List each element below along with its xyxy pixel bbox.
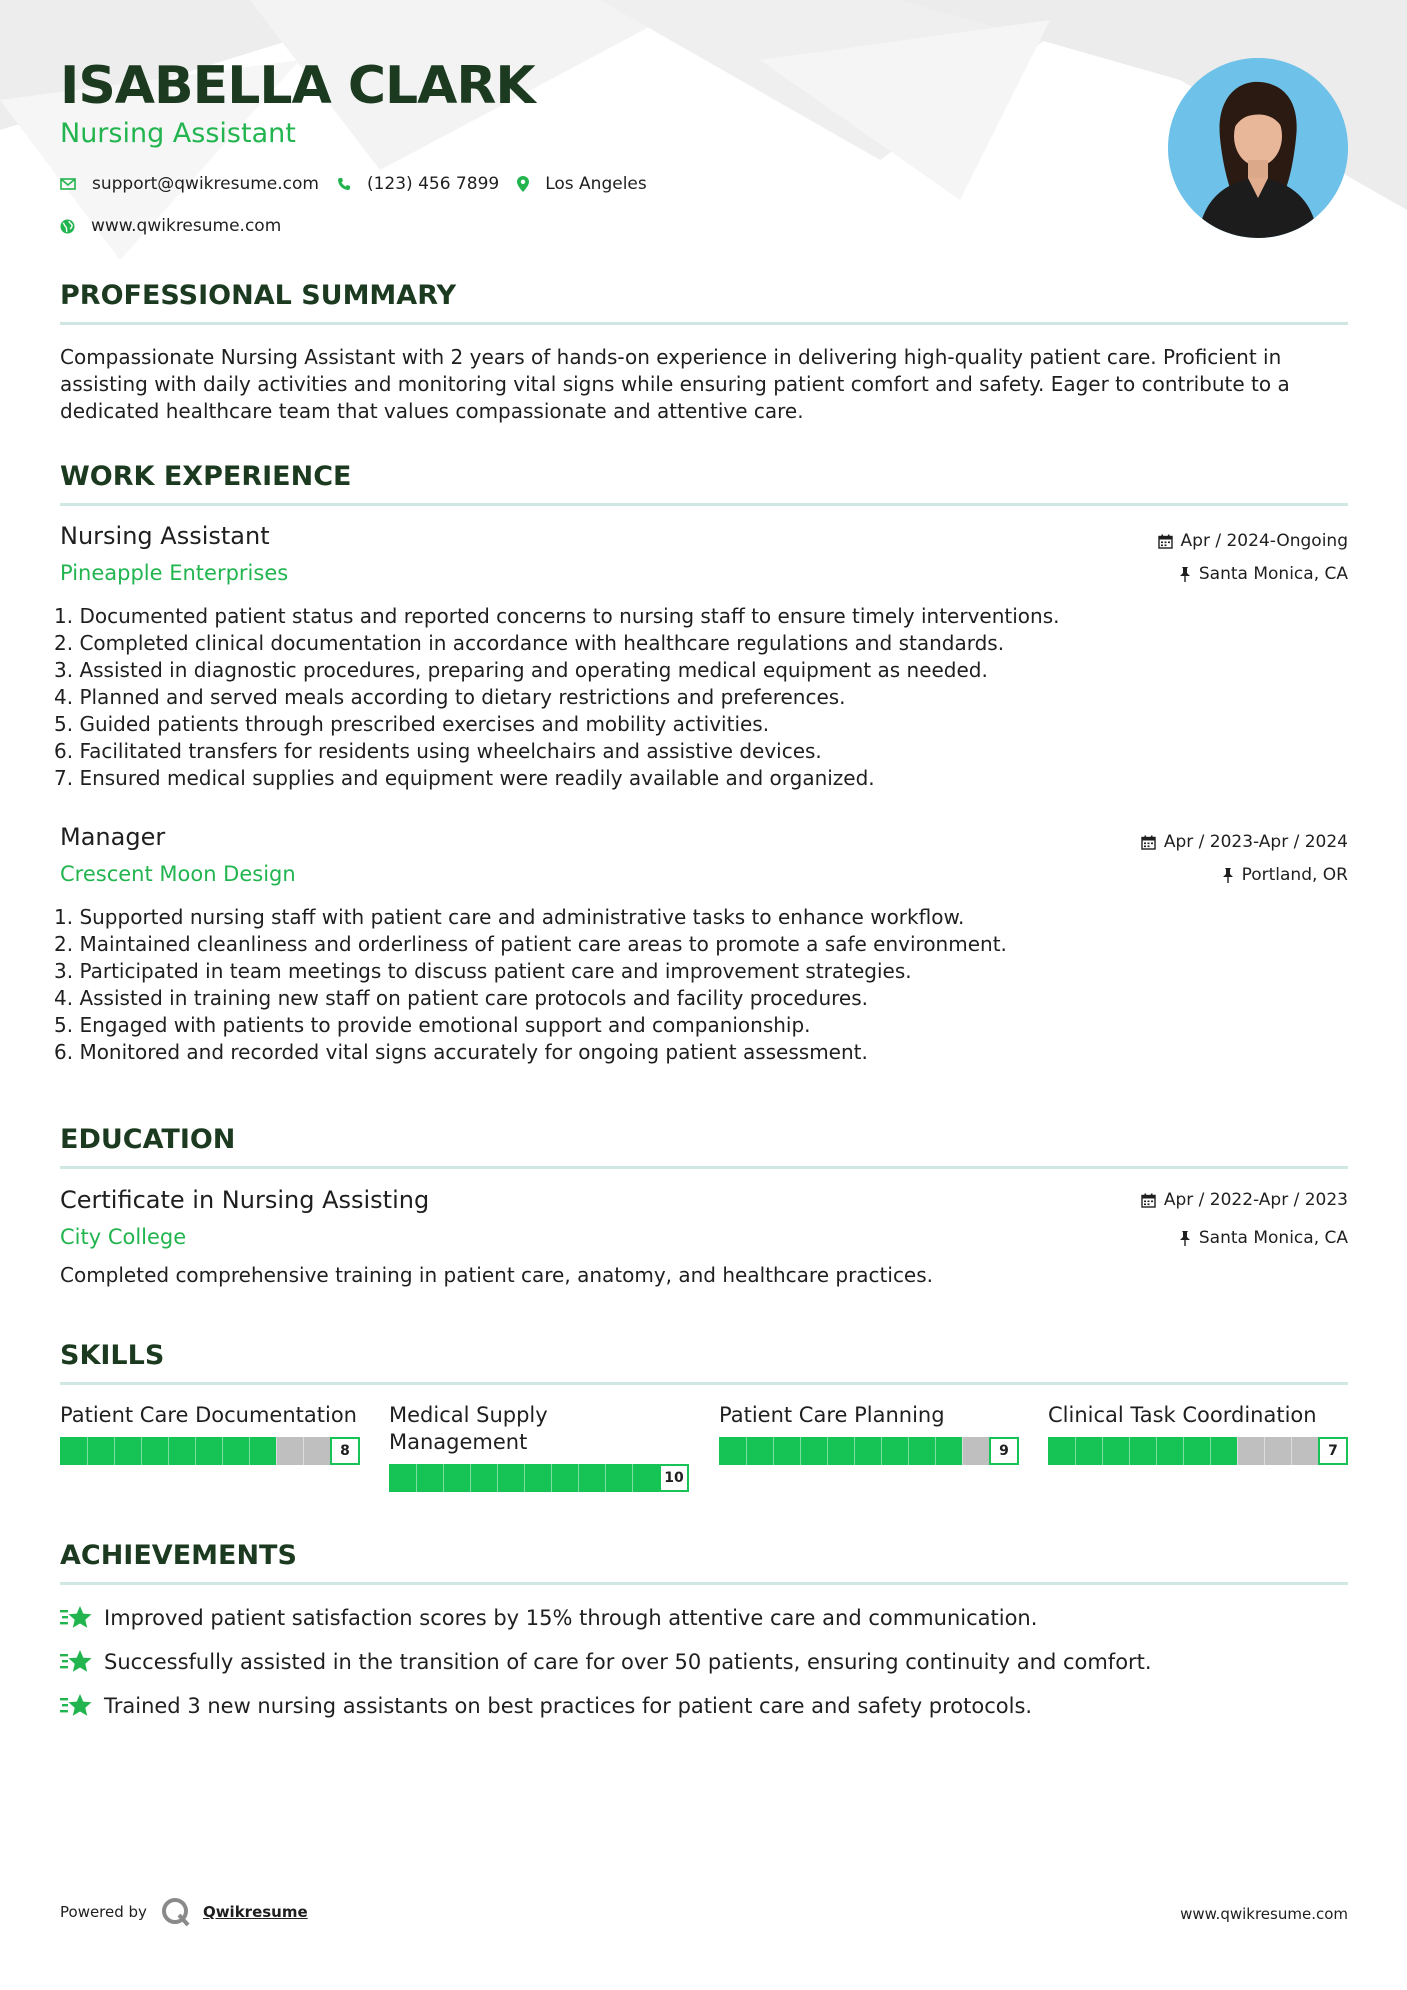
- skill-item: [1048, 1402, 1348, 1465]
- skill-bar-segment: [632, 1464, 633, 1492]
- profile-photo: [1168, 58, 1348, 238]
- envelope-icon: [60, 178, 76, 190]
- section-divider: [60, 322, 1348, 325]
- list-item: [60, 1600, 1348, 1636]
- job-location-text: Portland, OR: [1241, 865, 1348, 885]
- achievements-heading: ACHIEVEMENTS: [60, 1540, 297, 1571]
- job-dates-text: Apr / 2024-Ongoing: [1180, 531, 1348, 551]
- skill-bar-segment: [854, 1437, 855, 1465]
- skill-bar-segment: [497, 1464, 498, 1492]
- section-divider: [60, 503, 1348, 506]
- skill-item: [719, 1402, 1019, 1465]
- list-item: 3. Participated in team meetings to discuss patient care and improvement strategies.: [54, 959, 912, 983]
- education-dates: [1141, 1190, 1348, 1210]
- candidate-name: ISABELLA CLARK: [60, 56, 535, 116]
- education-location: [1179, 1228, 1348, 1248]
- job-dates: [1141, 832, 1348, 852]
- star-icon: [60, 1649, 92, 1675]
- list-item: 4. Planned and served meals according to dietary restrictions and preferences.: [54, 685, 846, 709]
- experience-heading: WORK EXPERIENCE: [60, 461, 352, 492]
- skill-bar-segment: [249, 1437, 250, 1465]
- skill-bar-segment: [303, 1437, 304, 1465]
- map-pin-icon: [517, 176, 529, 192]
- list-item: 1. Documented patient status and reported concerns to nursing staff to ensure timely interventions.: [54, 604, 1060, 628]
- skill-bar-segment: [746, 1437, 747, 1465]
- skill-bar-segment: [1264, 1437, 1265, 1465]
- qwikresume-logo-icon: [161, 1897, 191, 1927]
- calendar-icon: [1158, 534, 1173, 549]
- skill-bar-segment: [1102, 1437, 1103, 1465]
- skill-bar-segment: [881, 1437, 882, 1465]
- skill-bar-segment: [578, 1464, 579, 1492]
- education-dates-text: Apr / 2022-Apr / 2023: [1163, 1190, 1348, 1210]
- footer-powered-by: [60, 1897, 308, 1927]
- skill-bar-segment: [195, 1437, 196, 1465]
- job-bullets: [54, 904, 1344, 1066]
- job-location-text: Santa Monica, CA: [1198, 564, 1348, 584]
- email-text: support@qwikresume.com: [92, 174, 319, 194]
- summary-text: Compassionate Nursing Assistant with 2 years of hands-on experience in delivering high-quality patient care. Proficient in assisting with daily activities and monitoring vital signs while ensuring patient comfort and safety. Eager to contribute to a dedicated healthcare team that values compassionate and attentive care.: [60, 345, 1290, 423]
- skill-level: 8: [330, 1437, 360, 1465]
- skill-bar-segment: [605, 1464, 606, 1492]
- list-item: 3. Assisted in diagnostic procedures, preparing and operating medical equipment as needed.: [54, 658, 988, 682]
- skill-bar-segment: [114, 1437, 115, 1465]
- skill-bar-segment: [1237, 1437, 1238, 1465]
- skill-bar-segment: [524, 1464, 525, 1492]
- list-item: [60, 1644, 1348, 1680]
- contact-location: [517, 174, 647, 194]
- list-item: 5. Engaged with patients to provide emotional support and companionship.: [54, 1013, 811, 1037]
- list-item: 2. Maintained cleanliness and orderliness of patient care areas to promote a safe environment.: [54, 932, 1007, 956]
- pushpin-icon: [1179, 1231, 1191, 1246]
- summary-heading: PROFESSIONAL SUMMARY: [60, 280, 457, 311]
- skill-item: [60, 1402, 360, 1465]
- job-location: [1222, 865, 1348, 885]
- skill-bar-segment: [87, 1437, 88, 1465]
- skill-bar-segment: [141, 1437, 142, 1465]
- skill-bar-segment: [168, 1437, 169, 1465]
- skill-bar-segment: [773, 1437, 774, 1465]
- list-item: 5. Guided patients through prescribed exercises and mobility activities.: [54, 712, 770, 736]
- list-item: 6. Monitored and recorded vital signs accurately for ongoing patient assessment.: [54, 1040, 868, 1064]
- job-dates: [1158, 531, 1348, 551]
- calendar-icon: [1141, 1193, 1156, 1208]
- education-location-text: Santa Monica, CA: [1198, 1228, 1348, 1248]
- skill-level: 10: [659, 1464, 689, 1492]
- powered-by-label: Powered by: [60, 1903, 147, 1921]
- job-title: Nursing Assistant: [60, 522, 270, 550]
- candidate-role: Nursing Assistant: [60, 118, 296, 149]
- skill-item: [389, 1402, 689, 1492]
- pushpin-icon: [1179, 567, 1191, 582]
- skill-level: 9: [989, 1437, 1019, 1465]
- skill-bar-segment: [827, 1437, 828, 1465]
- education-description: Completed comprehensive training in patient care, anatomy, and healthcare practices.: [60, 1263, 934, 1287]
- skill-bar: [1048, 1437, 1348, 1465]
- contact-email[interactable]: [60, 174, 319, 194]
- skills-heading: SKILLS: [60, 1340, 165, 1371]
- skill-bar-segment: [908, 1437, 909, 1465]
- job-title: Manager: [60, 823, 166, 851]
- skill-bar-segment: [222, 1437, 223, 1465]
- section-divider: [60, 1166, 1348, 1169]
- skill-bar-segment: [1129, 1437, 1130, 1465]
- globe-icon: [60, 219, 75, 234]
- website-text: www.qwikresume.com: [91, 216, 282, 236]
- list-item: 6. Facilitated transfers for residents using wheelchairs and assistive devices.: [54, 739, 822, 763]
- list-item: 2. Completed clinical documentation in accordance with healthcare regulations and standards.: [54, 631, 1005, 655]
- achievement-text: Improved patient satisfaction scores by 15% through attentive care and communication.: [104, 1606, 1038, 1630]
- skill-bar-segment: [443, 1464, 444, 1492]
- skill-bar-segment: [1183, 1437, 1184, 1465]
- skill-bar: [60, 1437, 360, 1465]
- skill-bar-fill: [1048, 1437, 1237, 1465]
- skill-bar-segment: [1210, 1437, 1211, 1465]
- skill-bar-segment: [1075, 1437, 1076, 1465]
- skill-name: Patient Care Documentation: [60, 1403, 357, 1427]
- skill-bar: [389, 1464, 689, 1492]
- skill-bar-segment: [935, 1437, 936, 1465]
- job-location: [1179, 564, 1348, 584]
- star-icon: [60, 1693, 92, 1719]
- skill-name: Clinical Task Coordination: [1048, 1403, 1317, 1427]
- calendar-icon: [1141, 835, 1156, 850]
- contact-info: [60, 172, 665, 238]
- skill-bar-segment: [1291, 1437, 1292, 1465]
- location-text: Los Angeles: [545, 174, 647, 194]
- job-dates-text: Apr / 2023-Apr / 2024: [1163, 832, 1348, 852]
- degree-title: Certificate in Nursing Assisting: [60, 1186, 430, 1214]
- avatar-portrait: [1168, 58, 1348, 238]
- skill-name: Patient Care Planning: [719, 1403, 945, 1427]
- skill-bar-segment: [470, 1464, 471, 1492]
- section-divider: [60, 1582, 1348, 1585]
- contact-website[interactable]: [60, 216, 281, 236]
- skill-bar-segment: [800, 1437, 801, 1465]
- skill-bar-segment: [1156, 1437, 1157, 1465]
- contact-phone[interactable]: [337, 174, 499, 194]
- school-name: City College: [60, 1225, 187, 1249]
- pushpin-icon: [1222, 868, 1234, 883]
- company-name: Pineapple Enterprises: [60, 561, 289, 585]
- skill-level: 7: [1318, 1437, 1348, 1465]
- skill-bar-segment: [276, 1437, 277, 1465]
- list-item: 4. Assisted in training new staff on patient care protocols and facility procedures.: [54, 986, 869, 1010]
- list-item: 7. Ensured medical supplies and equipment were readily available and organized.: [54, 766, 875, 790]
- company-name: Crescent Moon Design: [60, 862, 296, 886]
- phone-icon: [337, 177, 351, 191]
- skill-bar-segment: [551, 1464, 552, 1492]
- star-icon: [60, 1605, 92, 1631]
- list-item: [60, 1688, 1348, 1724]
- list-item: 1. Supported nursing staff with patient care and administrative tasks to enhance workflow.: [54, 905, 965, 929]
- footer-website[interactable]: www.qwikresume.com: [1180, 1905, 1348, 1923]
- job-bullets: [54, 603, 1344, 792]
- qwikresume-link[interactable]: Qwikresume: [202, 1903, 308, 1921]
- skill-bar-segment: [962, 1437, 963, 1465]
- section-divider: [60, 1382, 1348, 1385]
- achievement-text: Trained 3 new nursing assistants on best practices for patient care and safety protocols.: [104, 1694, 1033, 1718]
- phone-text: (123) 456 7899: [366, 174, 500, 194]
- achievements-list: [60, 1600, 1348, 1732]
- skill-bar: [719, 1437, 1019, 1465]
- skill-bar-segment: [416, 1464, 417, 1492]
- skill-name: Medical Supply Management: [389, 1403, 548, 1454]
- education-heading: EDUCATION: [60, 1124, 236, 1155]
- skill-bar-fill: [719, 1437, 962, 1465]
- achievement-text: Successfully assisted in the transition of care for over 50 patients, ensuring continuity and comfort.: [104, 1650, 1152, 1674]
